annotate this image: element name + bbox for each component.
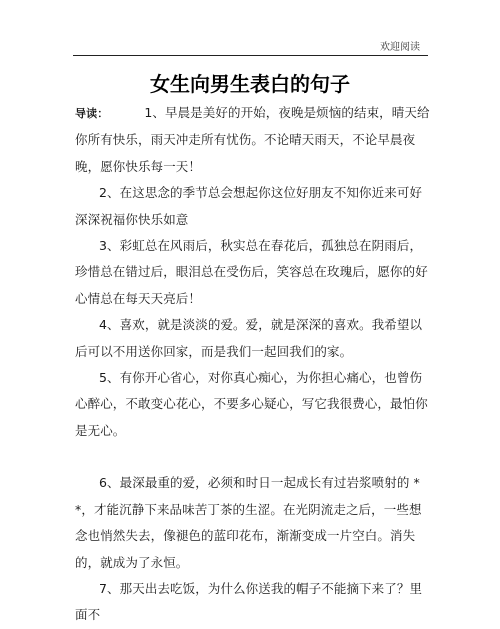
lead-label: 导读： [75,107,109,120]
paragraph-6: 6、最深最重的爱，必须和时日一起成长有过岩浆喷射的 **，才能沉静下来品味苦丁茶的生涩。在光阴流走之后，一些想念也悄然失去，像褪色的蓝印花布，渐渐变成一片空白。消失的，就成为了永恒。 [75,475,422,570]
paragraph-1 [75,100,430,180]
document-body [75,100,430,629]
document-title: 女生向男生表白的句子 [150,72,350,96]
paragraph-5: 5、有你开心省心，对你真心痴心，为你担心痛心，也曾伤心醉心，不敢变心花心，不要多心疑心，写它我很费心，最怕你是无心。 [75,370,428,438]
header-divider [73,55,428,56]
paragraph-4: 4、喜欢，就是淡淡的爱。爱，就是深深的喜欢。我希望以后可以不用送你回家，而是我们一起回我们的家。 [75,317,423,359]
header-label: 欢迎阅读 [380,42,420,53]
paragraph-7: 7、那天出去吃饭，为什么你送我的帽子不能摘下来了？里面不 [75,580,423,623]
paragraph-3: 3、彩虹总在风雨后，秋实总在春花后，孤独总在阴雨后，珍惜总在错过后，眼泪总在受伤后，笑容总在玫瑰后，愿你的好心情总在每天天亮后！ [75,238,428,306]
paragraph-gap [75,444,430,470]
paragraph-2: 2、在这思念的季节总会想起你这位好朋友不知你近来可好深深祝福你快乐如意 [75,185,423,227]
paragraph-text: 1、早晨是美好的开始，夜晚是烦恼的结束，晴天给你所有快乐，雨天冲走所有忧伤。不论晴天雨天，不论早晨夜晚，愿你快乐每一天！ [75,105,430,174]
